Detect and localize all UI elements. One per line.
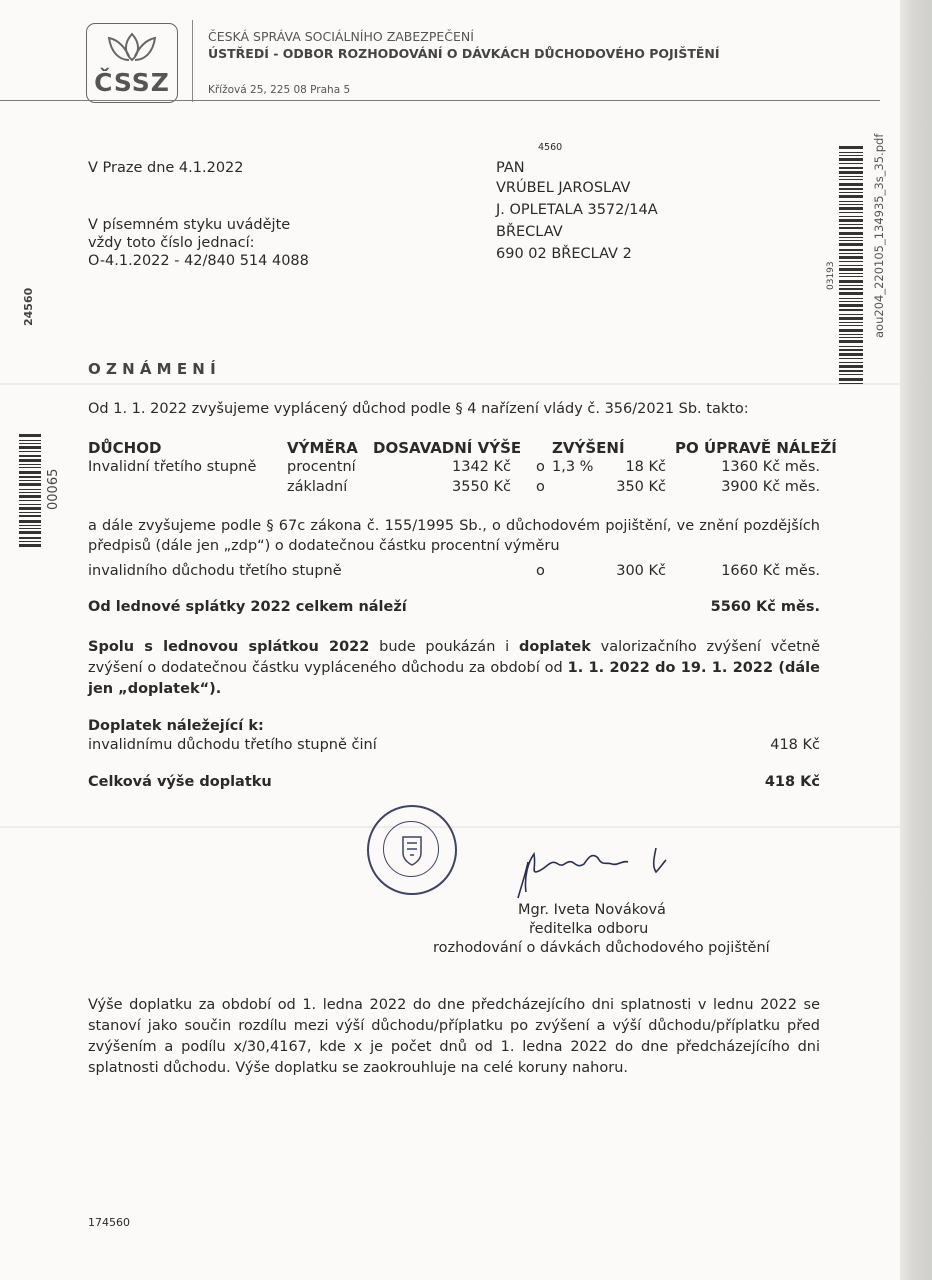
recipient-city: BŘECLAV — [496, 224, 563, 240]
supplement-bold-1: Spolu s lednovou splátkou 2022 — [88, 639, 370, 655]
sum-label: Celková výše doplatku — [88, 774, 272, 790]
table-cell-increase: 18 Kč — [625, 459, 666, 475]
extra-after: 1660 Kč měs. — [721, 563, 820, 579]
supplement-text-1: bude poukázán i — [369, 639, 519, 655]
supplement-text-2: valorizačního zvýšení včetně zvýšení o dodatečnou částku vypláceného důchodu za období od — [88, 639, 820, 676]
right-barcode — [839, 146, 863, 384]
due-label: Doplatek náležející k: — [88, 718, 264, 734]
due-item: invalidnímu důchodu třetího stupně činí — [88, 737, 377, 753]
table-cell-percent: 1,3 % — [552, 459, 594, 475]
recipient-code: 4560 — [538, 142, 563, 153]
flower-icon — [105, 30, 159, 64]
supplement-bold-3: 1. 1. 2022 do 19. 1. 2022 (dále jen „doplatek“). — [88, 660, 820, 697]
org-address: Křížová 25, 225 08 Praha 5 — [208, 84, 351, 96]
col-header-previous: DOSAVADNÍ VÝŠE — [373, 439, 522, 457]
reference-note-1: V písemném styku uvádějte — [88, 217, 291, 233]
signatory-role: ředitelka odboru — [529, 921, 649, 937]
table-cell-amount: základní — [287, 479, 348, 495]
notice-intro: Od 1. 1. 2022 zvyšujeme vyplácený důchod podle § 4 nařízení vlády č. 356/2021 Sb. takto: — [88, 401, 749, 417]
table-cell-previous: 3550 Kč — [452, 479, 511, 495]
reference-number: O-4.1.2022 - 42/840 514 4088 — [88, 253, 309, 269]
handwritten-signature — [506, 832, 682, 902]
recipient-title: PAN — [496, 160, 525, 176]
reference-note-2: vždy toto číslo jednací: — [88, 235, 255, 251]
header-rule — [0, 100, 880, 101]
table-cell-marker: o — [536, 459, 545, 475]
recipient-street: J. OPLETALA 3572/14A — [496, 202, 658, 218]
table-cell-amount: procentní — [287, 459, 356, 475]
notice-heading: O Z N Á M E N Í — [88, 360, 216, 378]
margin-code: 24560 — [22, 287, 35, 326]
supplement-paragraph — [88, 637, 820, 700]
table-cell-previous: 1342 Kč — [452, 459, 511, 475]
department-name: ÚSTŘEDÍ - ODBOR ROZHODOVÁNÍ O DÁVKÁCH DŮCHODOVÉHO POJIŠTĚNÍ — [208, 46, 720, 61]
signatory-name: Mgr. Iveta Nováková — [518, 902, 666, 918]
col-header-pension: DŮCHOD — [88, 439, 162, 457]
extra-line-2: předpisů (dále jen „zdp“) o dodatečnou částku procentní výměru — [88, 538, 560, 554]
header-divider — [192, 20, 193, 102]
signatory-department: rozhodování o dávkách důchodového pojištění — [433, 940, 770, 956]
col-header-after: PO ÚPRAVĚ NÁLEŽÍ — [675, 439, 837, 457]
table-cell-after: 3900 Kč měs. — [721, 479, 820, 495]
table-cell-after: 1360 Kč měs. — [721, 459, 820, 475]
table-cell-marker: o — [536, 479, 545, 495]
fold-line — [0, 383, 900, 385]
recipient-name: VRÚBEL JAROSLAV — [496, 180, 631, 196]
extra-marker: o — [536, 563, 545, 579]
extra-line-1: a dále zvyšujeme podle § 67c zákona č. 155/1995 Sb., o důchodovém pojištění, ve znění pozdějších — [88, 518, 820, 534]
cssz-logo — [86, 23, 178, 103]
extra-line-3: invalidního důchodu třetího stupně — [88, 563, 342, 579]
official-stamp — [367, 805, 457, 895]
footer-code: 174560 — [88, 1216, 130, 1229]
file-name: aou204_220105_134935_3s_35.pdf — [872, 133, 886, 338]
left-barcode-number: 00065 — [46, 468, 61, 510]
recipient-zip-city: 690 02 BŘECLAV 2 — [496, 246, 632, 262]
logo-text: ČSSZ — [94, 68, 170, 97]
col-header-amount: VÝMĚRA — [287, 439, 358, 457]
left-barcode — [19, 434, 41, 548]
total-label: Od lednové splátky 2022 celkem náleží — [88, 599, 407, 615]
scan-edge — [900, 0, 932, 1280]
org-name: ČESKÁ SPRÁVA SOCIÁLNÍHO ZABEZPEČENÍ — [208, 29, 474, 44]
due-value: 418 Kč — [770, 737, 820, 753]
place-date: V Praze dne 4.1.2022 — [88, 160, 244, 176]
total-value: 5560 Kč měs. — [710, 599, 820, 615]
right-barcode-number: 03193 — [826, 261, 836, 290]
footnote: Výše doplatku za období od 1. ledna 2022 do dne předcházejícího dni splatnosti v lednu 2022 se stanoví jako součin rozdílu mezi výší důchodu/příplatku po zvýšení a výší důchodu/příplatku před zvýšením a podílu x/30,4167, kde x je počet dnů od 1. ledna 2022 do dne předcházejícího dni splatnosti důchodu. Výše doplatku se zaokrouhluje na celé koruny nahoru. — [88, 997, 820, 1076]
stamp-inner-ring — [383, 821, 439, 877]
col-header-increase: ZVÝŠENÍ — [552, 439, 625, 457]
pension-type: Invalidní třetího stupně — [88, 459, 257, 475]
table-cell-increase: 350 Kč — [616, 479, 666, 495]
extra-increase: 300 Kč — [616, 563, 666, 579]
sum-value: 418 Kč — [764, 774, 820, 790]
supplement-bold-2: doplatek — [518, 639, 591, 655]
